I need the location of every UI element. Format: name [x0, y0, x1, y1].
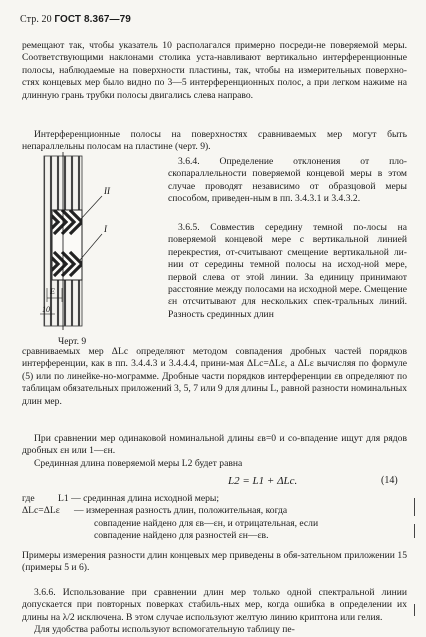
paragraph-1: ремещают так, чтобы указатель 10 располагался примерно посреди-не поверяемой меры. Соответствующими наклонами столика уста-навливают вертикально интерференционные полосы, наблюдаемые на поверхности пластины, так, чтобы на измерительных поверхно-стях концевых мер было видно по 3—5 интерференционных полос, а при легком нажиме на длинную грань трубки полосы двигались слева направо. — [22, 40, 407, 101]
figure-caption: Черт. 9 — [58, 336, 87, 347]
section-3-6-5: 3.6.5. Совместив середину темной по-лосы на поверяемой концевой мере с вертикальной линией перекрестия, от-считывают смещение вертикальной ли-нии от середины темной полосы на исход-ной мере, первой слева от этой линии. За единицу принимают расстояние между полосами на исходной мере. Смещение εн отсчитывают для нескольких спек-тральных линий. Разность срединных длин — [168, 222, 407, 320]
formula-legend — [22, 493, 407, 543]
paragraph-3: сравниваемых мер ΔLс определяют методом совпадения дробных частей порядков интерференции, как в пп. 3.4.4.3 и 3.4.4.4, прини-мая ΔLс=ΔLε, а ΔLε вычисляя по формуле (5) или по линейке-но-мограмме. Дробные части порядков интерференции εв определяют по таблицам обязательных приложений 3, 5, 7 или 9 для длины L, равной разности номинальных длин мер. — [22, 346, 407, 407]
label-10: 10 — [42, 305, 50, 314]
legend-desc-L1: — срединная длина исходной меры; — [71, 493, 220, 504]
section-3-6-6 — [22, 587, 407, 637]
label-II: II — [104, 186, 110, 196]
legend-symbol-L1: L1 — [58, 493, 69, 504]
page-number: Стр. 20 — [20, 14, 52, 25]
section-3-6-6-text: 3.6.6. Использование при сравнении длин мер только одной спектральной линии допускается при повторных поверках стабиль-ных мер, когда ошибка в определении их длины на λ/2 исключена. В этом случае используют желтую линию криптона или гелия. — [22, 587, 407, 623]
legend-desc-dL-cont2: совпадение найдено для разностей εн—εв. — [94, 530, 269, 542]
margin-mark — [414, 604, 415, 616]
paragraph-7: Для удобства работы используют вспомогательную таблицу пе- — [34, 624, 295, 636]
leader-line-I — [80, 234, 102, 260]
label-I: I — [104, 224, 107, 234]
leader-line-II — [80, 196, 102, 220]
paragraph-4: При сравнении мер одинаковой номинальной длины εв=0 и со-впадение ищут для рядов дробных εн или 1—εн. — [22, 433, 407, 457]
formula-number: (14) — [381, 475, 398, 486]
paragraph-2: Интерференционные полосы на поверхностях сравниваемых мер могут быть непараллельны полосам на пластине (черт. 9). — [22, 129, 407, 153]
legend-symbol-dL: ΔLс=ΔLε — [22, 505, 60, 517]
where-word: где — [22, 493, 35, 504]
paragraph-6: Примеры измерения разности длин концевых мер приведены в обя-зательном приложении 15 (примеры 5 и 6). — [22, 550, 407, 574]
margin-mark — [414, 524, 415, 538]
page-header — [20, 14, 131, 25]
section-3-6-4: 3.6.4. Определение отклонения от пло-скопараллельности поверяемой концевой меры в этом случае проводят независимо от образцовой меры способом, приведен-ным в пп. 3.4.3.1 и 3.4.3.2. — [168, 156, 407, 205]
legend-desc-dL: — измеренная разность длин, положительная, когда — [74, 505, 288, 517]
paragraph-5: Срединная длина поверяемой меры L2 будет равна — [34, 458, 243, 469]
standard-code: ГОСТ 8.367—79 — [54, 14, 131, 25]
label-E: E — [50, 287, 55, 296]
margin-mark — [414, 498, 415, 516]
formula-14: L2 = L1 + ΔLс. — [228, 475, 298, 487]
figure-9-interference-diagram — [22, 152, 162, 332]
legend-desc-dL-cont1: совпадение найдено для εв—εн, и отрицательная, если — [94, 517, 319, 529]
